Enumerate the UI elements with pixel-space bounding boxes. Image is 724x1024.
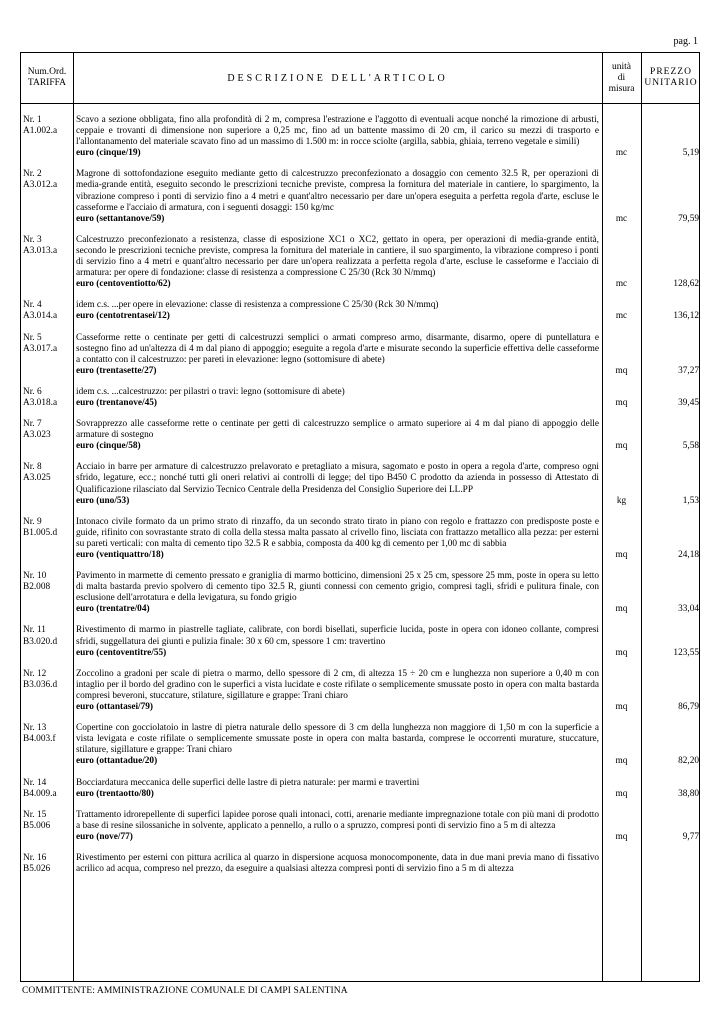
item-list <box>21 115 699 875</box>
price-in-words: euro (ottantadue/20) <box>76 756 158 767</box>
item-price: 136,12 <box>673 311 699 322</box>
item-description: Calcestruzzo preconfezionato a resistenza, classe di esposizione XC1 o XC2, gettato in opera, per operazioni di media-grande entità, secondo le prescrizioni tecniche previste, compresa la fornitura del materiale in cantiere, il suo spargimento, la vibrazione compreso i ponti di servizio fino a 4 metri e quant'altro necessario per dare un'opera realizzata a perfetta regola d'arte, escluse le casseforme e l'acciaio di armatura: per opere di fondazione: classe di resistenza a compressione C 25/30 (Rck 30 N/mmq) <box>76 234 599 279</box>
item-unit: mq <box>615 831 628 842</box>
item-unit: mc <box>615 213 628 224</box>
item-description-block <box>76 723 599 767</box>
item-description: Magrone di sottofondazione eseguito mediante getto di calcestruzzo preconfezionato a dosaggio con cemento 32.5 R, per operazioni di media-grande entità, eseguito secondo le prescrizioni tecniche previste, compresa la fornitura del materiale in cantiere, lo spargimento, la vibrazione compreso i ponti di servizio fino a 4 metri e quant'altro necessario per dare un'opera eseguita a perfetta regola d'arte, escluse le casseforme e l'acciaio di armatura, con i seguenti dosaggi: 150 kg/mc <box>76 169 599 213</box>
item-number: Nr. 4 <box>23 300 42 311</box>
item-description: Intonaco civile formato da un primo strato di rinzaffo, da un secondo strato tirato in piano con regolo e frattazzo con predisposte poste e guide, rifinito con sovrastante strato di colla della stessa malta passato al crivello fino, lisciata con frattazzo metallico alla pezza: per esterni su pareti verticali: con malta di cemento tipo 32.5 R e sabbia, composta da 400 kg di cemento per 1,00 mc di sabbia <box>76 516 599 549</box>
item-row <box>21 778 699 800</box>
item-row <box>21 669 699 713</box>
item-description-block <box>76 778 599 800</box>
item-number: Nr. 3 <box>23 234 42 245</box>
header-unit: unità di misura <box>608 61 635 94</box>
price-in-words: euro (trentaotto/80) <box>76 788 154 799</box>
tariff-code: B3.020.d <box>23 636 58 647</box>
item-description-block <box>76 669 599 713</box>
item-price: 1,53 <box>682 495 699 506</box>
item-description: Trattamento idrorepellente di superfici lapidee porose quali intonaci, cotti, arenarie mediante impregnazione totale con più mani di prodotto a base di resine silossaniche in solvente, applicato a pennello, a rullo o a spruzzo, compresi ponti di servizio fino a 5 m di altezza <box>76 809 599 831</box>
tariff-code: A3.013.a <box>23 245 58 256</box>
item-description: Pavimento in marmette di cemento pressato e graniglia di marmo botticino, dimensioni 25 x 25 cm, spessore 25 mm, poste in opera su letto di malta bastarda previo spolvero di cemento tipo 32.5 R, giunti connessi con cemento grigio, compresi tagli, sfridi e pulitura finale, con esclusione dell'arrotatura e della levigatura, su fondo grigio <box>76 571 599 604</box>
tariff-code: A1.002.a <box>23 126 58 137</box>
item-number: Nr. 10 <box>23 571 47 582</box>
tariff-code: B4.009.a <box>23 788 57 799</box>
tariff-code: B2.008 <box>23 582 51 593</box>
footer-client: COMMITTENTE: AMMINISTRAZIONE COMUNALE DI CAMPI SALENTINA <box>22 986 348 996</box>
item-unit: mq <box>615 397 628 408</box>
item-unit: mc <box>615 279 628 290</box>
item-price: 33,04 <box>678 604 699 615</box>
item-price: 37,27 <box>678 365 699 376</box>
tariff-code: B1.005.d <box>23 527 58 538</box>
item-code <box>23 625 73 647</box>
header-divider <box>21 103 699 104</box>
item-row <box>21 723 699 767</box>
item-description-block <box>76 387 599 409</box>
item-number: Nr. 9 <box>23 516 42 527</box>
tariff-code: B5.006 <box>23 820 51 831</box>
price-in-words: euro (centoventiotto/62) <box>76 279 171 290</box>
item-unit: mq <box>615 550 628 560</box>
item-description-block <box>76 115 599 159</box>
tariff-code: A3.014.a <box>23 311 58 322</box>
item-description-block <box>76 853 599 875</box>
price-in-words: euro (ottantasei/79) <box>76 702 154 713</box>
item-code <box>23 235 73 257</box>
item-description: Acciaio in barre per armature di calcestruzzo prelavorato e pretagliato a misura, sagomato e posto in opera a regola d'arte, compreso ogni sfrido, legature, ecc.; nonché tutti gli oneri relativi ai controlli di legge; del tipo B450 C prodotto da azienda in possesso di Attestato di Qualificazione rilasciato dal Servizio Tecnico Centrale della Presidenza del Consiglio Superiore dei LL.PP <box>76 462 599 495</box>
item-code <box>23 669 73 691</box>
item-unit: mq <box>615 788 628 799</box>
item-price: 86,79 <box>678 702 699 713</box>
item-description: Scavo a sezione obbligata, fino alla profondità di 2 m, compresa l'estrazione e l'aggotto di eventuali acque nonché la rimozione di arbusti, ceppaie e trovanti di dimensione non superiore a 0,25 mc, fino ad un battente massimo di 20 cm, il carico su mezzi di trasporto e l'allontanamento del materiale scavato fino ad un massimo di 1.500 m: in rocce sciolte (argilla, sabbia, ghiaia, terreno vegetale e simili) <box>76 115 599 148</box>
item-unit: mq <box>615 702 628 713</box>
tariff-code: A3.025 <box>23 473 51 484</box>
tariff-code: B5.026 <box>23 864 51 875</box>
item-row <box>21 625 699 658</box>
item-number: Nr. 13 <box>23 723 47 734</box>
item-number: Nr. 6 <box>23 386 42 397</box>
item-description: idem c.s. ...calcestruzzo: per pilastri o travi: legno (sottomisure di abete) <box>76 386 345 397</box>
item-row <box>21 300 699 322</box>
page-number: pag. 1 <box>673 36 698 47</box>
item-description: Zoccolino a gradoni per scale di pietra o marmo, dello spessore di 2 cm, di altezza 15 ÷ 20 cm e lunghezza non superiore a 0,40 m con intaglio per il bordo del gradino con le superfici a vista lucidate e coste rifilate o semplicemente smussate posto in opera con malta bastarda compresi beveroni, stuccature, stilature, sigillature e grappe: Trani chiaro <box>76 668 599 701</box>
price-in-words: euro (settantanove/59) <box>76 213 165 224</box>
item-price: 5,58 <box>682 441 699 452</box>
item-price: 9,77 <box>682 831 699 842</box>
item-price: 128,62 <box>673 279 699 290</box>
item-number: Nr. 5 <box>23 332 42 343</box>
item-description: idem c.s. ...per opere in elevazione: classe di resistenza a compressione C 25/30 (Rck 30 N/mmq) <box>76 300 439 311</box>
item-description-block <box>76 517 599 561</box>
item-row <box>21 235 699 290</box>
price-in-words: euro (nove/77) <box>76 831 133 842</box>
item-row <box>21 419 699 452</box>
item-unit: kg <box>616 495 627 506</box>
item-unit: mq <box>615 365 628 376</box>
price-in-words: euro (trentatre/04) <box>76 604 150 615</box>
item-unit: mq <box>615 756 628 767</box>
item-code <box>23 571 73 593</box>
tariff-code: A3.017.a <box>23 343 58 354</box>
item-description-block <box>76 810 599 843</box>
item-description-block <box>76 235 599 290</box>
item-price: 38,80 <box>678 788 699 799</box>
header-code: Num.Ord. TARIFFA <box>27 67 67 88</box>
item-row <box>21 169 699 224</box>
item-price: 5,19 <box>682 148 699 159</box>
item-code <box>23 810 73 832</box>
price-in-words: euro (trentasette/27) <box>76 365 157 376</box>
price-list-table <box>20 52 700 982</box>
item-row <box>21 571 699 615</box>
item-price: 79,59 <box>678 213 699 224</box>
item-number: Nr. 11 <box>23 625 46 636</box>
item-code <box>23 333 73 355</box>
price-in-words: euro (trentanove/45) <box>76 397 157 408</box>
item-description-block <box>76 462 599 506</box>
item-description-block <box>76 419 599 452</box>
header-price: PREZZO UNITARIO <box>644 67 698 88</box>
item-unit: mq <box>615 604 628 615</box>
item-description: Copertine con gocciolatoio in lastre di pietra naturale dello spessore di 3 cm della lunghezza non maggiore di 1,50 m con la superficie a vista levigata e coste rifilate o semplicemente smussate poste in opera con malta bastarda, comprese le occorrenti murature, stuccature, stilature, sigillature e grappe: Trani chiaro <box>76 723 599 756</box>
item-unit: mq <box>615 647 628 658</box>
item-row <box>21 333 699 377</box>
item-row <box>21 853 699 875</box>
price-in-words: euro (centotrentasei/12) <box>76 311 170 322</box>
item-number: Nr. 16 <box>23 852 47 863</box>
item-number: Nr. 12 <box>23 668 47 679</box>
item-code <box>23 462 73 484</box>
item-number: Nr. 15 <box>23 809 47 820</box>
price-in-words: euro (ventiquattro/18) <box>76 550 164 560</box>
item-row <box>21 517 699 561</box>
item-code <box>23 723 73 745</box>
item-row <box>21 387 699 409</box>
tariff-code: A3.018.a <box>23 397 58 408</box>
item-number: Nr. 2 <box>23 169 42 180</box>
item-row <box>21 115 699 159</box>
item-unit: mc <box>615 311 628 322</box>
item-unit: mc <box>615 148 628 159</box>
item-description-block <box>76 625 599 658</box>
item-number: Nr. 8 <box>23 462 42 473</box>
item-unit: mq <box>615 441 628 452</box>
item-number: Nr. 1 <box>23 115 42 125</box>
price-in-words: euro (cinque/19) <box>76 148 141 159</box>
item-code <box>23 778 73 800</box>
item-number: Nr. 7 <box>23 419 42 430</box>
item-description-block <box>76 333 599 377</box>
item-price: 39,45 <box>678 397 699 408</box>
item-row <box>21 462 699 506</box>
price-in-words: euro (centoventitre/55) <box>76 647 167 658</box>
item-description-block <box>76 300 599 322</box>
tariff-code: A3.023 <box>23 430 51 441</box>
item-code <box>23 419 73 441</box>
item-description-block <box>76 169 599 224</box>
price-in-words: euro (uno/53) <box>76 495 130 506</box>
price-in-words: euro (cinque/58) <box>76 441 141 452</box>
item-code <box>23 169 73 191</box>
item-code <box>23 387 73 409</box>
item-description: Bocciardatura meccanica delle superfici delle lastre di pietra naturale: per marmi e travertini <box>76 777 420 788</box>
item-row <box>21 810 699 843</box>
tariff-code: A3.012.a <box>23 180 58 191</box>
item-code <box>23 517 73 539</box>
item-code <box>23 115 73 137</box>
item-code <box>23 300 73 322</box>
header-description: DESCRIZIONE DELL'ARTICOLO <box>227 72 448 84</box>
item-number: Nr. 14 <box>23 777 47 788</box>
item-description-block <box>76 571 599 615</box>
item-description: Rivestimento per esterni con pittura acrilica al quarzo in dispersione acquosa monocomponente, data in due mani previa mano di fissativo acrilico ad acqua, compreso nel prezzo, da eseguire a qualsiasi altezza compresi ponti di servizio fino a 5 m di altezza <box>76 852 599 875</box>
item-price: 123,55 <box>673 647 699 658</box>
tariff-code: B4.003.f <box>23 734 56 745</box>
item-code <box>23 853 73 875</box>
item-price: 82,20 <box>678 756 699 767</box>
tariff-code: B3.036.d <box>23 679 58 690</box>
item-description: Rivestimento di marmo in piastrelle tagliate, calibrate, con bordi bisellati, superficie lucida, poste in opera con idoneo collante, compresi sfridi, suggellatura dei giunti e pulizia finale: 30 x 60 cm, spessore 1 cm: travertino <box>76 625 599 647</box>
item-price: 24,18 <box>678 550 699 560</box>
item-description: Sovrapprezzo alle casseforme rette o centinate per getti di calcestruzzo semplice o armato superiore ai 4 m dal piano di appoggio delle armature di sostegno <box>76 419 599 441</box>
item-description: Casseforme rette o centinate per getti di calcestruzzi semplici o armati compreso armo, disarmante, disarmo, opere di puntellatura e sostegno fino ad un'altezza di 4 m dal piano di appoggio; eseguite a regola d'arte e misurate secondo la superficie effettiva delle casseforme a contatto con il calcestruzzo: per pareti in elevazione: legno (sottomisure di abete) <box>76 332 599 365</box>
